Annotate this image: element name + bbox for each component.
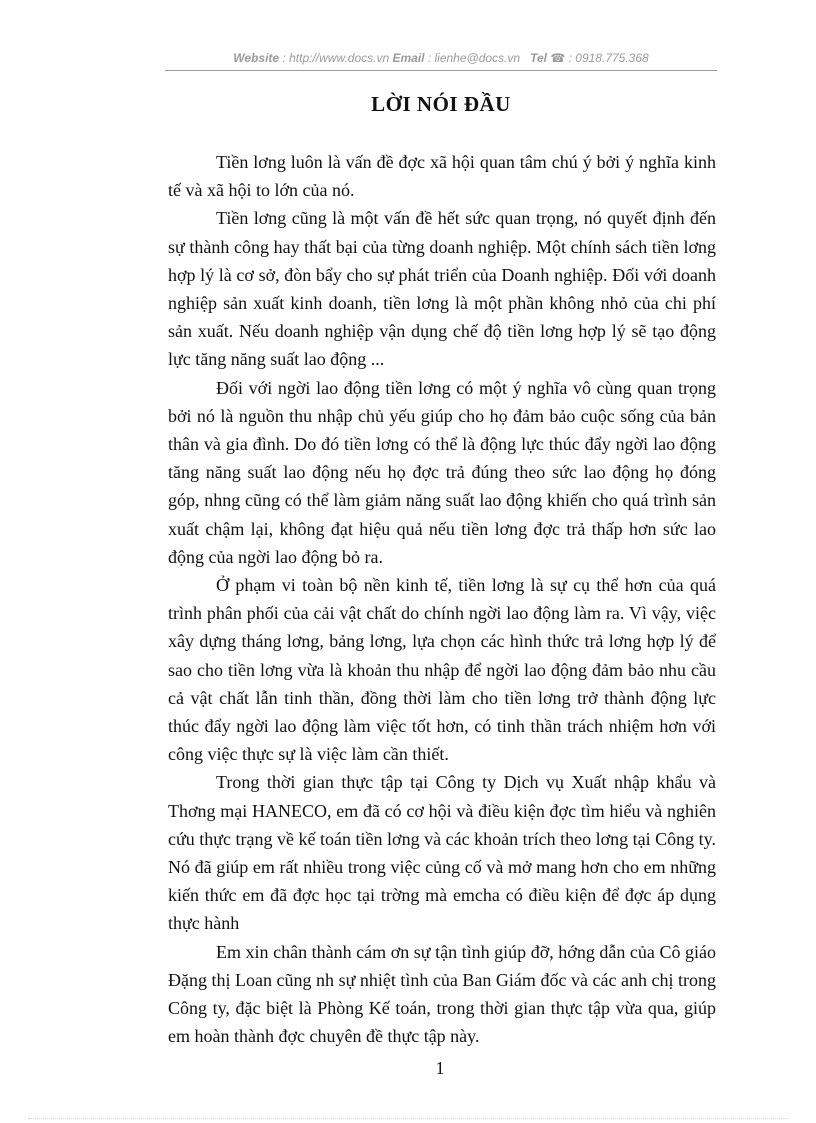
tel-label: Tel	[530, 51, 547, 65]
paragraph: Tiền lơng cũng là một vấn đề hết sức quan trọng, nó quyết định đến sự thành công hay thất bại của từng doanh nghiệp. Một chính sách tiền lơng hợp lý là cơ sở, đòn bẩy cho sự phát triển của Doanh nghiệp. Đối với doanh nghiệp sản xuất kinh doanh, tiền lơng là một phần không nhỏ của chi phí sản xuất. Nếu doanh nghiệp vận dụng chế độ tiền lơng hợp lý sẽ tạo động lực tăng năng suất lao động ...	[168, 208, 716, 370]
email-label: Email	[392, 51, 425, 65]
page-header	[165, 51, 717, 65]
body-text	[168, 148, 716, 1051]
header-rule	[165, 70, 717, 71]
tel-value: : 0918.775.368	[565, 51, 649, 65]
email-value: : lienhe@docs.vn	[424, 51, 524, 65]
page-title: LỜI NÓI ĐẦU	[371, 92, 511, 116]
paragraph: Em xin chân thành cám ơn sự tận tình giúp đỡ, hớng dẫn của Cô giáo Đặng thị Loan cũng nh sự nhiệt tình của Ban Giám đốc và các anh chị trong Công ty, đặc biệt là Phòng Kế toán, trong thời gian thực tập vừa qua, giúp em hoàn thành đợc chuyên đề thực tập này.	[168, 941, 716, 1047]
paragraph: Trong thời gian thực tập tại Công ty Dịch vụ Xuất nhập khẩu và Thơng mại HANECO, em đã có cơ hội và điều kiện đợc tìm hiểu và nghiên cứu thực trạng về kế toán tiền lơng và các khoản trích theo lơng tại Công ty. Nó đã giúp em rất nhiều trong việc củng cố và mở mang hơn cho em những kiến thức em đã đợc học tại trờng mà emcha có điều kiện để đợc áp dụng thực hành	[168, 772, 716, 934]
phone-icon: ☎	[550, 51, 566, 65]
page-number: 1	[435, 1058, 445, 1078]
page-footer-rule	[28, 1118, 788, 1119]
paragraph: Tiền lơng luôn là vấn đề đợc xã hội quan tâm chú ý bởi ý nghĩa kinh tế và xã hội to lớn của nó.	[168, 152, 716, 201]
paragraph: Đối với ngời lao động tiền lơng có một ý nghĩa vô cùng quan trọng bởi nó là nguồn thu nhập chủ yếu giúp cho họ đảm bảo cuộc sống của bản thân và gia đình. Do đó tiền lơng có thể là động lực thúc đẩy ngời lao động tăng năng suất lao động nếu họ đợc trả đúng theo sức lao động họ đóng góp, nhng cũng có thể làm giảm năng suất lao động khiến cho quá trình sản xuất chậm lại, không đạt hiệu quả nếu tiền lơng đợc trả thấp hơn sức lao động của ngời lao động bỏ ra.	[168, 377, 716, 567]
website-value: : http://www.docs.vn	[279, 51, 393, 65]
website-label: Website	[233, 51, 280, 65]
paragraph: Ở phạm vi toàn bộ nền kinh tế, tiền lơng là sự cụ thể hơn của quá trình phân phối của cải vật chất do chính ngời lao động làm ra. Vì vậy, việc xây dựng tháng lơng, bảng lơng, lựa chọn các hình thức trả lơng hợp lý để sao cho tiền lơng vừa là khoản thu nhập để ngời lao động đảm bảo nhu cầu cả vật chất lẫn tinh thần, đồng thời làm cho tiền lơng trở thành động lực thúc đẩy ngời lao động làm việc tốt hơn, có tinh thần trách nhiệm hơn với công việc thực sự là việc làm cần thiết.	[168, 575, 716, 765]
